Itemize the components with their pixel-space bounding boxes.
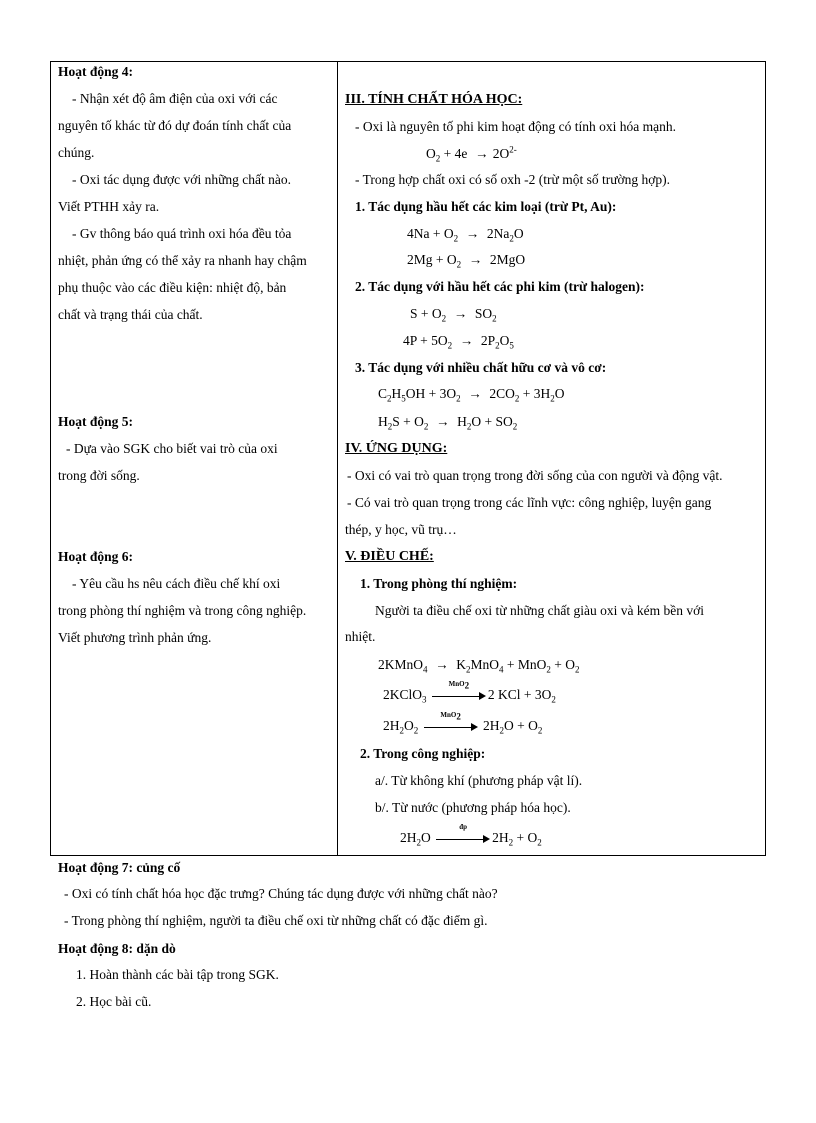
equation-mg: $2Mg + O_2 \to 2MgO$ xyxy=(407,252,526,270)
activity-4-line: nhiệt, phản ứng có thể xảy ra nhanh hay chậm xyxy=(58,253,307,268)
equation-ethanol: $C_2H_5OH + 3O_2 \to 2CO_2 + 3H_2O$ xyxy=(378,386,565,404)
equation-electrolysis: $2H_2O$ đp $2H_2 + O_2$ xyxy=(400,822,542,848)
section-3-text: - Trong hợp chất oxi có số oxh -2 (trừ một số trường hợp). xyxy=(355,172,671,187)
activity-6-line: trong phòng thí nghiệm và trong công nghiệp. xyxy=(58,603,307,618)
section-4-text: thép, y học, vũ trụ… xyxy=(345,522,457,537)
section-3-title: III. TÍNH CHẤT HÓA HỌC: xyxy=(345,92,523,107)
activity-5-line: - Dựa vào SGK cho biết vai trò của oxi xyxy=(66,441,278,456)
activity-4-line: - Nhận xét độ âm điện của oxi với các xyxy=(72,91,278,106)
lab-text: nhiệt. xyxy=(345,629,376,644)
activity-4-line: chúng. xyxy=(58,145,95,160)
activity-4-line: Viết PTHH xảy ra. xyxy=(58,199,160,214)
activity-4-title: Hoạt động 4: xyxy=(58,64,134,79)
lab-text: Người ta điều chế oxi từ những chất giàu oxi và kém bền với xyxy=(375,603,705,618)
equation-na: $4Na + O_2 \to 2Na_2O$ xyxy=(407,226,524,244)
section-3-text: - Oxi là nguyên tố phi kim hoạt động có tính oxi hóa mạnh. xyxy=(355,119,676,134)
industry-text: a/. Từ không khí (phương pháp vật lí). xyxy=(375,773,583,788)
equation-kclo3: 2KClO$_3$ MnO$_2$ 2 KCl + $3O_2$ xyxy=(383,679,556,705)
equation-h2o2: $2H_2O_2$ MnO$_2$ $2H_2O + O_2$ xyxy=(383,710,543,736)
activity-4-line: nguyên tố khác từ đó dự đoán tính chất của xyxy=(58,118,292,133)
column-divider xyxy=(337,61,338,856)
activity-5-title: Hoạt động 5: xyxy=(58,414,134,429)
activity-4-line: phụ thuộc vào các điều kiện: nhiệt độ, bản xyxy=(58,280,287,295)
activity-8-title: Hoạt động 8: dặn dò xyxy=(58,941,176,956)
catalyst-arrow: MnO$_2$ xyxy=(432,689,486,703)
subsection-metals: 1. Tác dụng hầu hết các kim loại (trừ Pt, Au): xyxy=(355,199,617,214)
subsection-lab: 1. Trong phòng thí nghiệm: xyxy=(360,576,518,591)
activity-8-item: 2. Học bài cũ. xyxy=(76,994,152,1009)
equation-h2s: $H_2S + O_2 \to H_2O + SO_2$ xyxy=(378,414,518,432)
activity-7-text: - Oxi có tính chất hóa học đặc trưng? Chúng tác dụng được với những chất nào? xyxy=(64,886,498,901)
subsection-compounds: 3. Tác dụng với nhiều chất hữu cơ và vô cơ: xyxy=(355,360,607,375)
activity-7-title: Hoạt động 7: củng cố xyxy=(58,860,181,875)
activity-6-line: - Yêu cầu hs nêu cách điều chế khí oxi xyxy=(72,576,281,591)
electrolysis-arrow: đp xyxy=(436,832,490,846)
equation-s: $S + O_2 \to SO_2$ xyxy=(410,306,497,324)
catalyst-arrow: MnO$_2$ xyxy=(424,720,478,734)
activity-6-title: Hoạt động 6: xyxy=(58,549,134,564)
industry-text: b/. Từ nước (phương pháp hóa học). xyxy=(375,800,571,815)
section-4-text: - Oxi có vai trò quan trọng trong đời sống của con người và động vật. xyxy=(347,468,723,483)
activity-4-line: - Oxi tác dụng được với những chất nào. xyxy=(72,172,291,187)
activity-4-line: chất và trạng thái của chất. xyxy=(58,307,203,322)
activity-6-line: Viết phương trình phản ứng. xyxy=(58,630,212,645)
subsection-industry: 2. Trong công nghiệp: xyxy=(360,746,486,761)
activity-5-line: trong đời sống. xyxy=(58,468,140,483)
activity-4-line: - Gv thông báo quá trình oxi hóa đều tỏa xyxy=(72,226,292,241)
equation-oxygen-reduction: $O_2 + 4e \to 2O^{2-}$ xyxy=(426,144,517,164)
activity-7-text: - Trong phòng thí nghiệm, người ta điều chế oxi từ những chất có đặc điểm gì. xyxy=(64,913,488,928)
activity-8-item: 1. Hoàn thành các bài tập trong SGK. xyxy=(76,967,279,982)
section-4-text: - Có vai trò quan trọng trong các lĩnh vực: công nghiệp, luyện gang xyxy=(347,495,712,510)
equation-kmno4: 2KMnO$_4$ → $K_2MnO_4 + MnO_2 + O_2$ xyxy=(378,657,580,675)
section-4-title: IV. ỨNG DỤNG: xyxy=(345,441,448,456)
subsection-nonmetals: 2. Tác dụng với hầu hết các phi kim (trừ halogen): xyxy=(355,279,645,294)
section-5-title: V. ĐIỀU CHẾ: xyxy=(345,549,434,564)
equation-p: $4P + 5O_2 \to 2P_2O_5$ xyxy=(403,333,514,351)
